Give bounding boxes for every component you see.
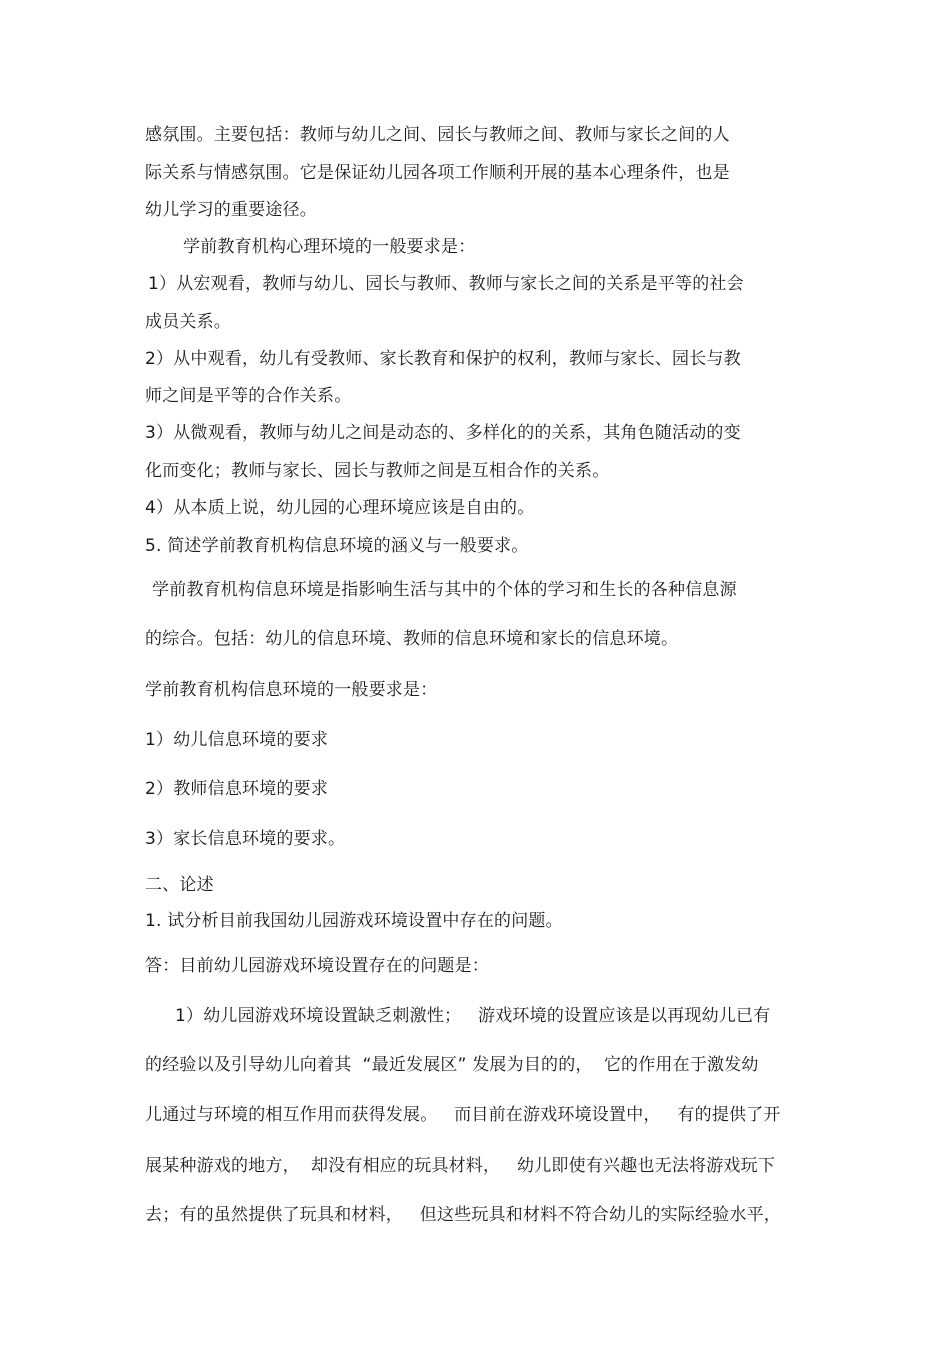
list-item: 1）幼儿信息环境的要求 <box>145 730 329 750</box>
list-item-continuation: 化而变化；教师与家长、园长与教师之间是互相合作的关系。 <box>145 461 610 481</box>
paragraph-line: 幼儿学习的重要途径。 <box>145 200 317 220</box>
question-heading: 5. 简述学前教育机构信息环境的涵义与一般要求。 <box>145 536 529 556</box>
list-item-continuation: 成员关系。 <box>145 312 231 332</box>
paragraph-line: 展某种游戏的地方， 却没有相应的玩具材料， 幼儿即使有兴趣也无法将游戏玩下 <box>145 1156 776 1176</box>
list-item: 4）从本质上说，幼儿园的心理环境应该是自由的。 <box>145 498 535 518</box>
chapter-heading: 二、论述 <box>145 875 214 895</box>
paragraph-line: 的经验以及引导幼儿向着其 “最近发展区” 发展为目的的， 它的作用在于激发幼 <box>145 1055 759 1075</box>
paragraph-line: 的综合。包括：幼儿的信息环境、教师的信息环境和家长的信息环境。 <box>145 629 679 649</box>
paragraph-line: 儿通过与环境的相互作用而获得发展。 而目前在游戏环境设置中， 有的提供了开 <box>145 1105 781 1125</box>
list-item: 2）教师信息环境的要求 <box>145 779 329 799</box>
paragraph-line: 学前教育机构信息环境是指影响生活与其中的个体的学习和生长的各种信息源 <box>152 580 737 600</box>
list-item: 2）从中观看，幼儿有受教师、家长教育和保护的权利，教师与家长、园长与教 <box>145 349 741 369</box>
paragraph-line: 际关系与情感氛围。它是保证幼儿园各项工作顺利开展的基本心理条件，也是 <box>145 163 730 183</box>
paragraph-line: 感氛围。主要包括：教师与幼儿之间、园长与教师之间、教师与家长之间的人 <box>145 125 730 145</box>
answer-intro: 答：目前幼儿园游戏环境设置存在的问题是： <box>145 956 489 976</box>
list-item: 3）家长信息环境的要求。 <box>145 829 346 849</box>
paragraph-line: 1）幼儿园游戏环境设置缺乏刺激性； 游戏环境的设置应该是以再现幼儿已有 <box>175 1006 771 1026</box>
list-item: 3）从微观看，教师与幼儿之间是动态的、多样化的的关系，其角色随活动的变 <box>145 423 741 443</box>
section-heading: 学前教育机构心理环境的一般要求是： <box>183 237 476 257</box>
paragraph-line: 去；有的虽然提供了玩具和材料， 但这些玩具和材料不符合幼儿的实际经验水平， <box>145 1205 782 1225</box>
list-item-continuation: 师之间是平等的合作关系。 <box>145 386 352 406</box>
list-item: 1）从宏观看，教师与幼儿、园长与教师、教师与家长之间的关系是平等的社会 <box>148 274 744 294</box>
section-heading: 学前教育机构信息环境的一般要求是： <box>145 680 438 700</box>
question-heading: 1. 试分析目前我国幼儿园游戏环境设置中存在的问题。 <box>145 911 563 931</box>
